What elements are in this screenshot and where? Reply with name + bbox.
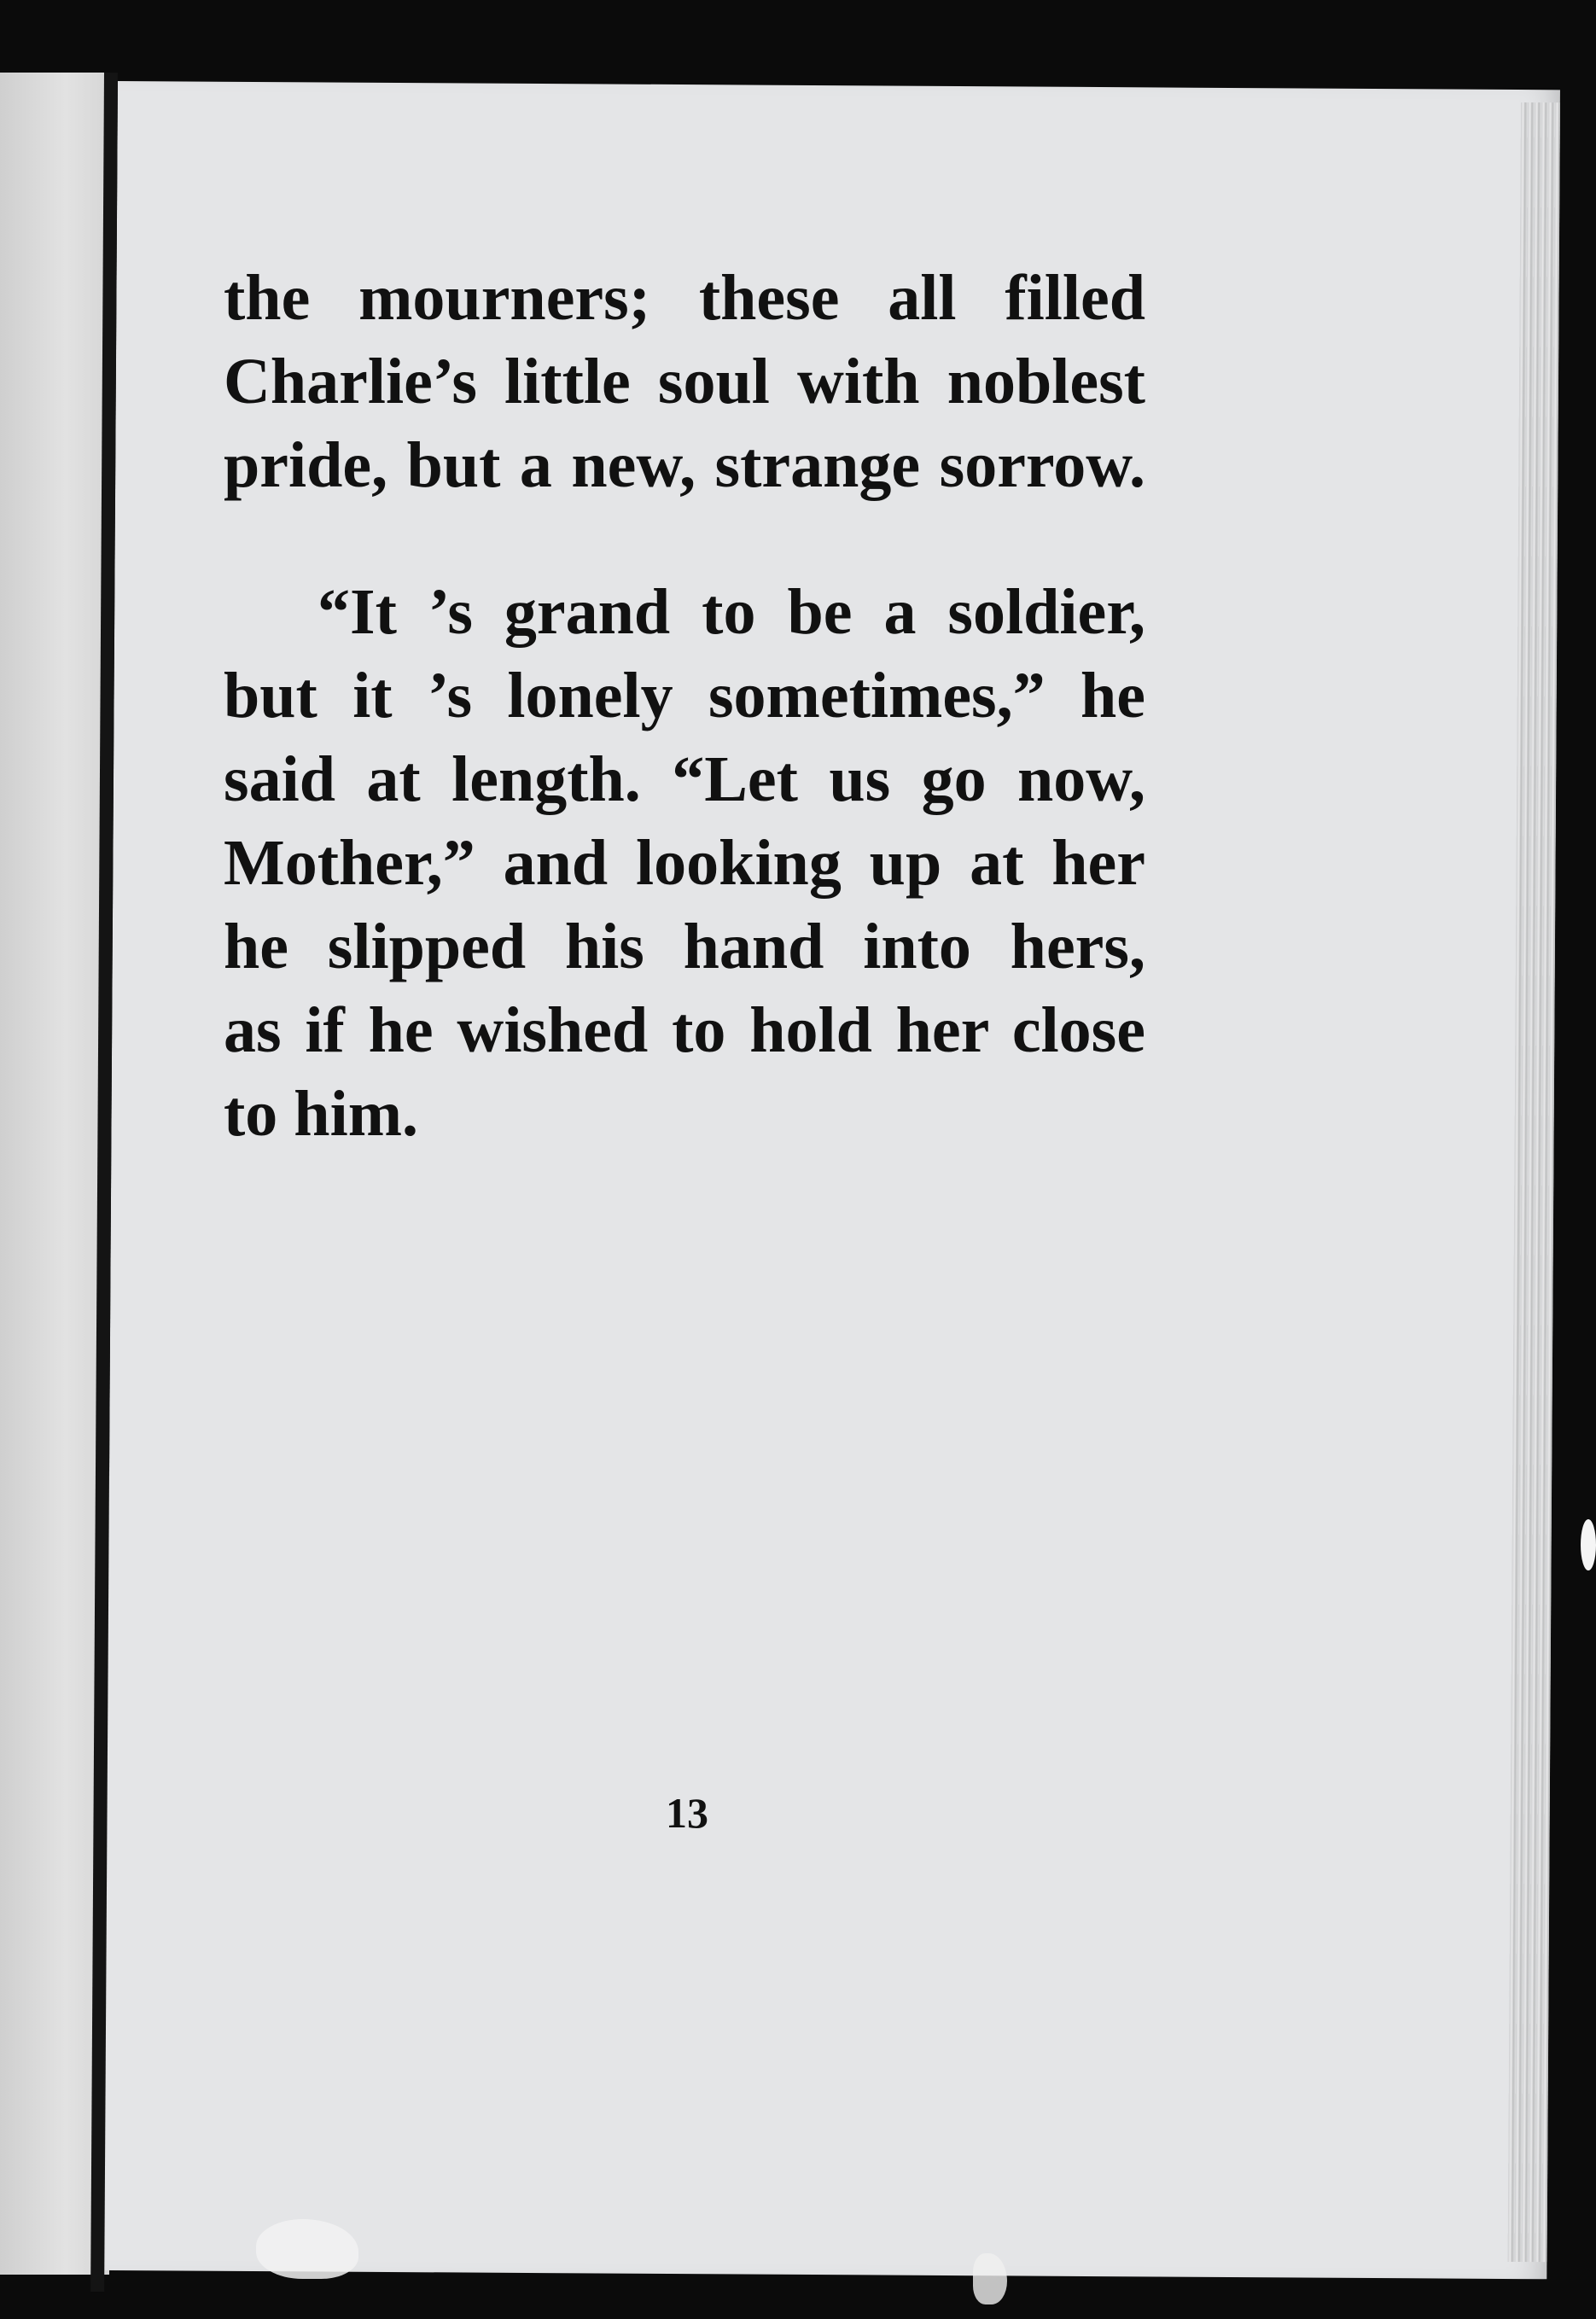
body-text <box>224 256 1145 1156</box>
text-line: to him. <box>224 1078 418 1150</box>
paragraph-1 <box>224 256 1145 507</box>
text-line: he slipped his hand into hers, <box>224 911 1145 982</box>
text-line: said at length. “Let us go now, <box>224 743 1145 815</box>
text-line: as if he wished to hold her close <box>224 994 1145 1066</box>
text-line: Mother,” and looking up at her <box>224 827 1145 899</box>
text-line: pride, but a new, strange sorrow. <box>224 429 1145 501</box>
text-line: “It ’s grand to be a soldier, <box>317 576 1145 648</box>
text-line: the mourners; these all filled <box>224 262 1145 334</box>
page-number: 13 <box>666 1789 708 1837</box>
text-line: Charlie’s little soul with noblest <box>224 346 1145 417</box>
paragraph-2 <box>224 570 1145 1156</box>
text-line: but it ’s lonely sometimes,” he <box>224 660 1145 731</box>
scan-blemish <box>1581 1519 1596 1570</box>
